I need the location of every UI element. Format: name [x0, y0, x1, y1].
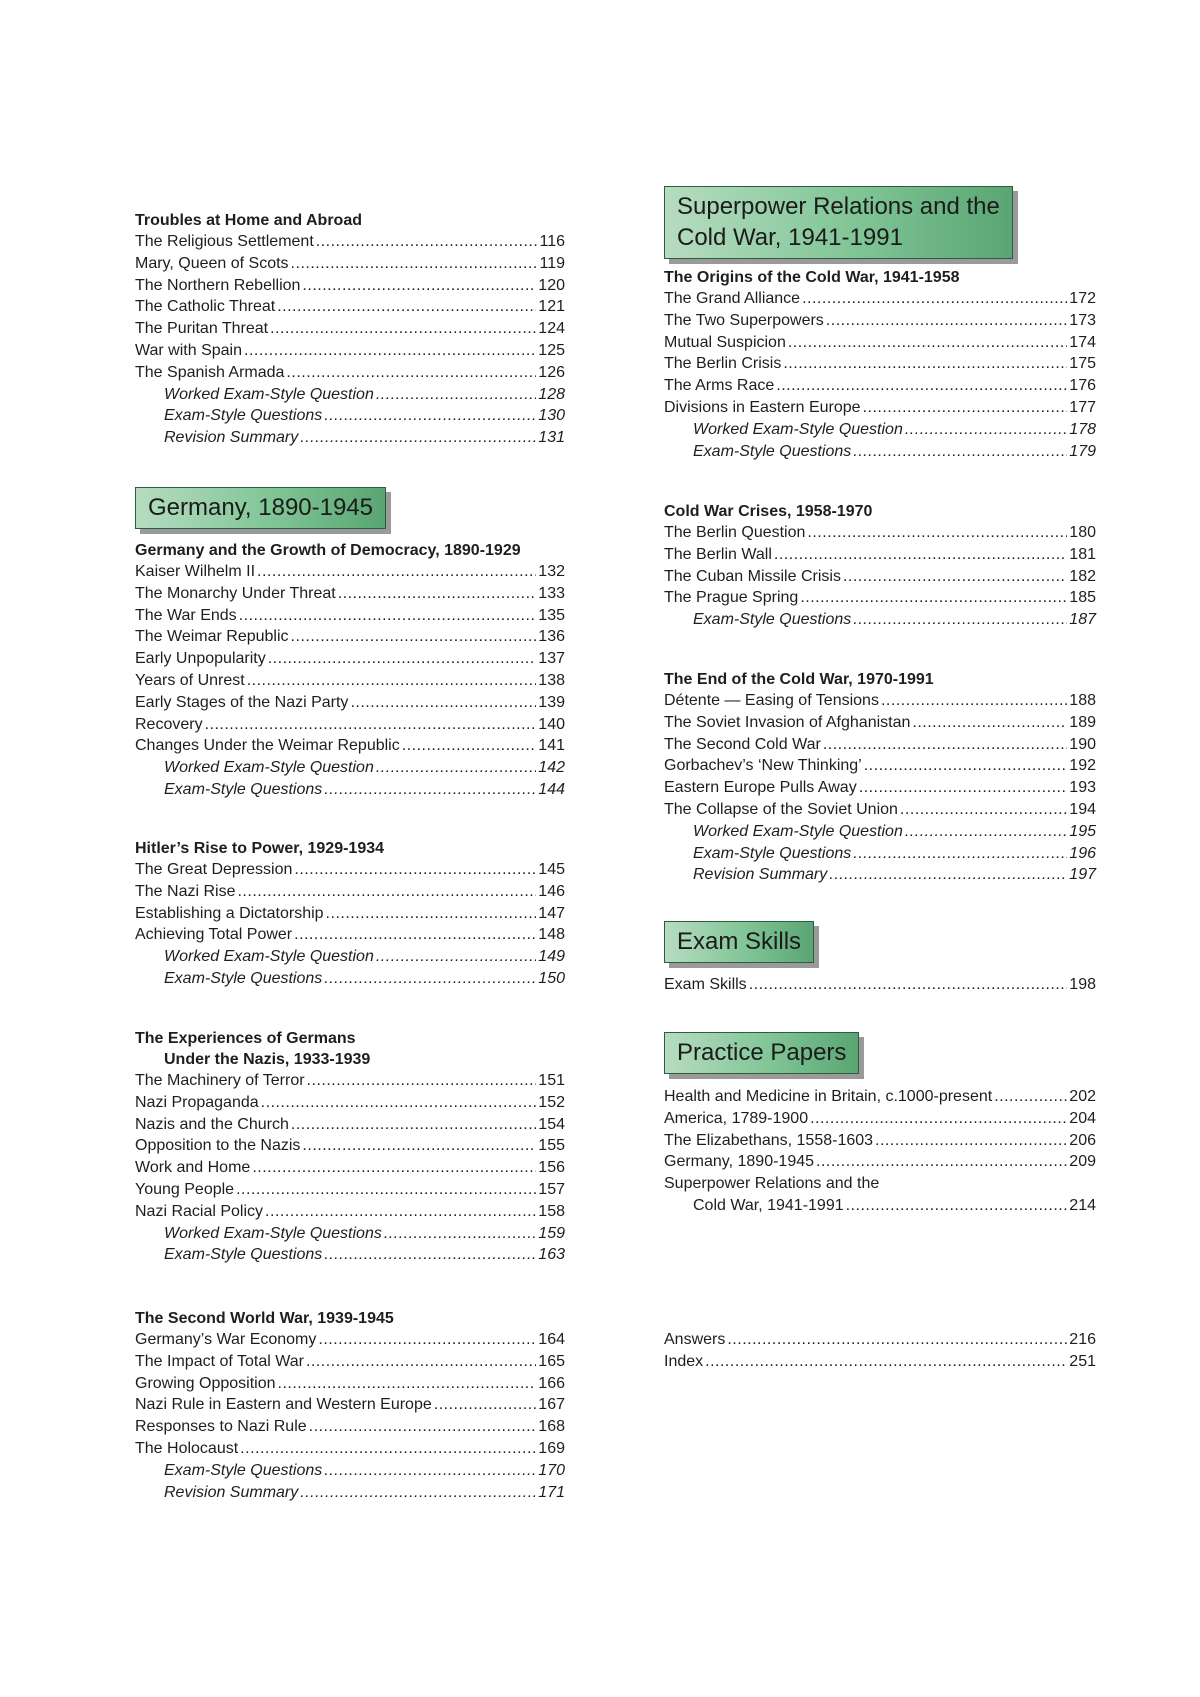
page-number: 125: [538, 341, 565, 359]
toc-entry[interactable]: Nazi Rule in Eastern and Western Europe ..... 167: [135, 1394, 565, 1416]
page-number: 181: [1069, 545, 1096, 563]
toc-entry[interactable]: Responses to Nazi Rule ..... 168: [135, 1416, 565, 1438]
page-number: 150: [538, 969, 565, 987]
page-number: 163: [538, 1246, 565, 1264]
page-number: 177: [1069, 398, 1096, 416]
page-number: 139: [538, 693, 565, 711]
toc-entry[interactable]: The Arms Race ..... 176: [664, 375, 1096, 397]
chapter-box-exam-skills[interactable]: Exam Skills: [664, 921, 814, 963]
toc-entry[interactable]: Growing Opposition ..... 166: [135, 1373, 565, 1395]
page-number: 189: [1069, 713, 1096, 731]
section-crises: [664, 501, 1096, 631]
page-number: 169: [538, 1439, 565, 1457]
toc-entry[interactable]: The Second Cold War ..... 190: [664, 734, 1096, 756]
toc-entry[interactable]: Germany, 1890-1945 ..... 209: [664, 1151, 1096, 1173]
page-number: 158: [538, 1202, 565, 1220]
toc-entry[interactable]: The Grand Alliance ..... 172: [664, 288, 1096, 310]
toc-entry[interactable]: Mutual Suspicion ..... 174: [664, 332, 1096, 354]
page-number: 209: [1069, 1153, 1096, 1171]
page-number: 197: [1069, 866, 1096, 884]
toc-entry[interactable]: Health and Medicine in Britain, c.1000-present ..... 202: [664, 1086, 1096, 1108]
toc-entry[interactable]: Revision Summary ..... 171: [135, 1482, 565, 1504]
toc-entry[interactable]: The Impact of Total War ..... 165: [135, 1351, 565, 1373]
section-troubles: [135, 210, 565, 449]
page-number: 216: [1069, 1331, 1096, 1348]
page-number: 145: [538, 861, 565, 878]
toc-entry[interactable]: The Monarchy Under Threat ..... 133: [135, 583, 565, 605]
toc-entry[interactable]: Worked Exam-Style Question ..... 178: [664, 419, 1096, 441]
toc-entry[interactable]: Nazi Propaganda ..... 152: [135, 1092, 565, 1114]
chapter-box-germany[interactable]: Germany, 1890-1945: [135, 487, 386, 529]
page-number: 159: [538, 1224, 565, 1242]
section-origins: [664, 267, 1096, 462]
toc-entry[interactable]: Gorbachev’s ‘New Thinking’ ..... 192: [664, 755, 1096, 777]
toc-entry[interactable]: Exam-Style Questions ..... 130: [135, 405, 565, 427]
page-number: 196: [1069, 844, 1096, 862]
toc-entry[interactable]: The Prague Spring ..... 185: [664, 587, 1096, 609]
toc-entry[interactable]: Nazis and the Church ..... 154: [135, 1114, 565, 1136]
chapter-box-superpower[interactable]: Superpower Relations and the Cold War, 1941-1991: [664, 186, 1013, 259]
section-header: The End of the Cold War, 1970-1991: [664, 671, 934, 688]
toc-entry[interactable]: The Great Depression ..... 145: [135, 859, 565, 881]
toc-entry[interactable]: Exam-Style Questions ..... 163: [135, 1244, 565, 1266]
section-ww2: [135, 1308, 565, 1503]
toc-entry[interactable]: Divisions in Eastern Europe ..... 177: [664, 397, 1096, 419]
section-header: The Second World War, 1939-1945: [135, 1310, 394, 1327]
toc-entry[interactable]: Young People ..... 157: [135, 1179, 565, 1201]
section-header: Cold War Crises, 1958-1970: [664, 503, 873, 520]
page-number: 175: [1069, 355, 1096, 373]
section-header: The Origins of the Cold War, 1941-1958: [664, 269, 960, 286]
page-number: 185: [1069, 589, 1096, 607]
toc-entry[interactable]: Opposition to the Nazis ..... 155: [135, 1135, 565, 1157]
page-number: 173: [1069, 311, 1096, 329]
page-number: 147: [538, 904, 565, 922]
toc-entry-line1[interactable]: Superpower Relations and the: [664, 1175, 880, 1193]
page-number: 156: [538, 1159, 565, 1177]
page-number: 167: [538, 1396, 565, 1414]
page-number: 132: [538, 563, 565, 580]
toc-entry[interactable]: Worked Exam-Style Question ..... 149: [135, 946, 565, 968]
toc-entry[interactable]: The Northern Rebellion ..... 120: [135, 275, 565, 297]
section-header: The Experiences of Germans: [135, 1030, 356, 1047]
toc-entry[interactable]: The Nazi Rise ..... 146: [135, 881, 565, 903]
page-number: 172: [1069, 290, 1096, 307]
page-number: 128: [538, 385, 565, 403]
page-number: 130: [538, 407, 565, 425]
page-number: 144: [538, 780, 565, 798]
page-number: 251: [1069, 1352, 1096, 1370]
page-number: 154: [538, 1115, 565, 1133]
page-number: 133: [538, 584, 565, 602]
toc-entry[interactable]: Years of Unrest ..... 138: [135, 670, 565, 692]
page-number: 168: [538, 1418, 565, 1436]
toc-entry-answers[interactable]: Answers ..... 216: [664, 1329, 1096, 1351]
page-number: 136: [538, 628, 565, 646]
toc-entry[interactable]: The Machinery of Terror ..... 151: [135, 1070, 565, 1092]
toc-entry[interactable]: Early Unpopularity ..... 137: [135, 648, 565, 670]
toc-entry[interactable]: Exam-Style Questions ..... 196: [664, 843, 1096, 865]
page-number: 214: [1069, 1196, 1096, 1214]
page-number: 187: [1069, 611, 1096, 629]
toc-entry[interactable]: Exam-Style Questions ..... 187: [664, 609, 1096, 631]
page-number: 202: [1069, 1088, 1096, 1105]
section-exam-skills: [664, 974, 1096, 996]
toc-entry[interactable]: The War Ends ..... 135: [135, 605, 565, 627]
toc-entry[interactable]: The Berlin Crisis ..... 175: [664, 353, 1096, 375]
toc-entry[interactable]: Achieving Total Power ..... 148: [135, 924, 565, 946]
page-number: 152: [538, 1093, 565, 1111]
toc-entry[interactable]: Early Stages of the Nazi Party ..... 139: [135, 692, 565, 714]
toc-entry[interactable]: The Religious Settlement ..... 116: [135, 231, 565, 253]
page-number: 131: [538, 429, 565, 447]
toc-entry[interactable]: War with Spain ..... 125: [135, 340, 565, 362]
section-header-line2: Under the Nazis, 1933-1939: [164, 1051, 371, 1068]
section-end: [664, 669, 1096, 886]
toc-entry[interactable]: The Cuban Missile Crisis ..... 182: [664, 566, 1096, 588]
section-practice-papers: [664, 1086, 1096, 1217]
page-number: 204: [1069, 1109, 1096, 1127]
section-experiences: [135, 1028, 565, 1266]
section-header: Germany and the Growth of Democracy, 1890-1929: [135, 542, 521, 559]
toc-entry[interactable]: Germany’s War Economy ..... 164: [135, 1329, 565, 1351]
page-number: 195: [1069, 822, 1096, 840]
page-number: 137: [538, 650, 565, 668]
toc-entry[interactable]: The Collapse of the Soviet Union ..... 194: [664, 799, 1096, 821]
toc-entry[interactable]: Kaiser Wilhelm II ..... 132: [135, 561, 565, 583]
toc-entry[interactable]: Changes Under the Weimar Republic ..... 141: [135, 735, 565, 757]
page-number: 174: [1069, 333, 1096, 351]
page-number: 119: [539, 254, 565, 272]
toc-entry[interactable]: The Two Superpowers ..... 173: [664, 310, 1096, 332]
page-number: 141: [538, 737, 565, 755]
toc-entry[interactable]: The Weimar Republic ..... 136: [135, 626, 565, 648]
page-number: 151: [538, 1072, 565, 1089]
toc-entry[interactable]: Exam-Style Questions ..... 150: [135, 968, 565, 990]
page-number: 142: [538, 759, 565, 777]
page-number: 178: [1069, 420, 1096, 438]
page-number: 194: [1069, 800, 1096, 818]
page-number: 157: [538, 1180, 565, 1198]
toc-entry[interactable]: America, 1789-1900 ..... 204: [664, 1108, 1096, 1130]
toc-entry[interactable]: Détente — Easing of Tensions ..... 188: [664, 690, 1096, 712]
toc-entry[interactable]: Revision Summary ..... 197: [664, 864, 1096, 886]
toc-entry[interactable]: Exam-Style Questions ..... 179: [664, 441, 1096, 463]
toc-entry[interactable]: Nazi Racial Policy ..... 158: [135, 1201, 565, 1223]
page-number: 149: [538, 948, 565, 966]
toc-entry[interactable]: Revision Summary ..... 131: [135, 427, 565, 449]
page-number: 198: [1069, 976, 1096, 993]
toc-entry[interactable]: Exam-Style Questions ..... 170: [135, 1460, 565, 1482]
page-number: 165: [538, 1352, 565, 1370]
page-number: 192: [1069, 757, 1096, 775]
toc-entry[interactable]: Exam-Style Questions ..... 144: [135, 779, 565, 801]
toc-entry[interactable]: The Catholic Threat ..... 121: [135, 296, 565, 318]
page-number: 176: [1069, 377, 1096, 395]
toc-entry[interactable]: The Soviet Invasion of Afghanistan ..... 189: [664, 712, 1096, 734]
page-number: 179: [1069, 442, 1096, 460]
toc-entry[interactable]: Mary, Queen of Scots ..... 119: [135, 253, 565, 275]
page-number: 126: [538, 363, 565, 381]
page-number: 170: [538, 1461, 565, 1479]
toc-entry[interactable]: Work and Home ..... 156: [135, 1157, 565, 1179]
page-number: 116: [539, 233, 565, 250]
page-number: 148: [538, 926, 565, 944]
page-number: 180: [1069, 524, 1096, 541]
toc-entry[interactable]: Eastern Europe Pulls Away ..... 193: [664, 777, 1096, 799]
toc-entry[interactable]: Worked Exam-Style Question ..... 195: [664, 821, 1096, 843]
toc-entry[interactable]: The Spanish Armada ..... 126: [135, 362, 565, 384]
toc-entry[interactable]: Recovery ..... 140: [135, 714, 565, 736]
toc-entry[interactable]: The Berlin Wall ..... 181: [664, 544, 1096, 566]
toc-entry[interactable]: The Holocaust ..... 169: [135, 1438, 565, 1460]
toc-entry[interactable]: Worked Exam-Style Question ..... 142: [135, 757, 565, 779]
page-number: 190: [1069, 735, 1096, 753]
toc-entry[interactable]: The Berlin Question ..... 180: [664, 522, 1096, 544]
page-number: 166: [538, 1374, 565, 1392]
page-number: 138: [538, 671, 565, 689]
page-number: 171: [538, 1483, 565, 1501]
page-number: 140: [538, 715, 565, 733]
toc-entry[interactable]: Worked Exam-Style Questions ..... 159: [135, 1223, 565, 1245]
toc-entry[interactable]: Exam Skills ..... 198: [664, 974, 1096, 996]
page-number: 155: [538, 1137, 565, 1155]
toc-entry[interactable]: Worked Exam-Style Question ..... 128: [135, 384, 565, 406]
chapter-box-practice-papers[interactable]: Practice Papers: [664, 1032, 859, 1074]
page-number: 164: [538, 1331, 565, 1348]
page-number: 135: [538, 606, 565, 624]
toc-entry[interactable]: Establishing a Dictatorship ..... 147: [135, 903, 565, 925]
section-democracy: [135, 540, 565, 801]
toc-entry[interactable]: The Puritan Threat ..... 124: [135, 318, 565, 340]
toc-entry[interactable]: Cold War, 1941-1991 ..... 214: [664, 1195, 1096, 1217]
section-header: Troubles at Home and Abroad: [135, 212, 362, 229]
section-hitler: [135, 838, 565, 990]
page-number: 206: [1069, 1131, 1096, 1149]
page-number: 121: [538, 298, 565, 316]
page-number: 193: [1069, 779, 1096, 797]
toc-entry-index[interactable]: Index ..... 251: [664, 1351, 1096, 1373]
page-number: 182: [1069, 567, 1096, 585]
page-number: 146: [538, 882, 565, 900]
page-number: 124: [538, 320, 565, 338]
page-number: 188: [1069, 692, 1096, 709]
section-header: Hitler’s Rise to Power, 1929-1934: [135, 840, 385, 857]
section-back-matter: [664, 1329, 1096, 1373]
page-number: 120: [538, 276, 565, 294]
toc-entry[interactable]: The Elizabethans, 1558-1603 ..... 206: [664, 1130, 1096, 1152]
